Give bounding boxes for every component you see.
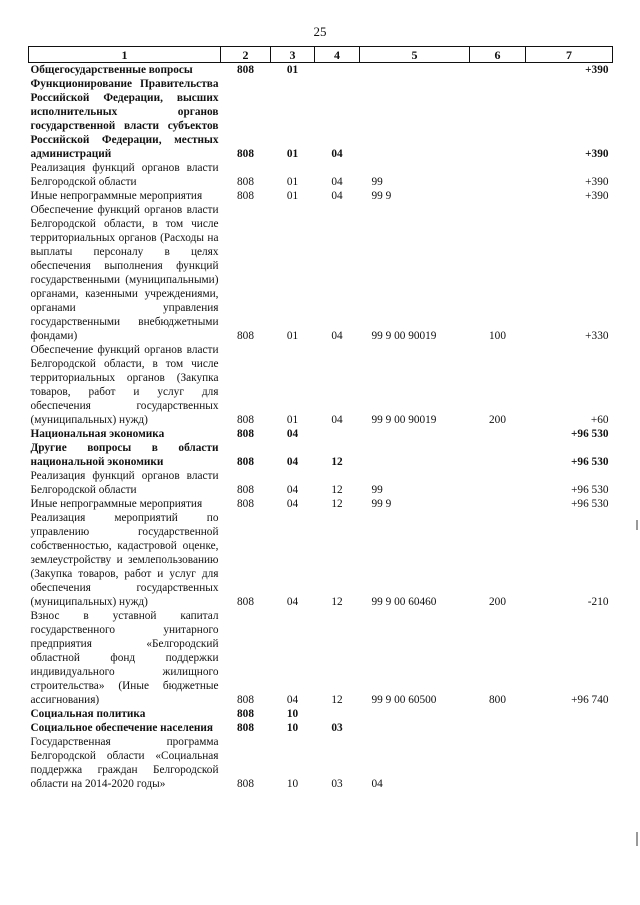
row-name-cell: Социальная политика <box>30 708 146 720</box>
row-name-cell: Функционирование Правительства Российской Федерации, высших исполнительных органов государственной власти субъектов Российской Федерации, местных администраций <box>30 78 219 160</box>
row-cell-c7 <box>526 735 613 791</box>
row-cell-c6 <box>470 707 526 721</box>
row-cell-c7: +96 530 <box>570 428 609 440</box>
row-cell-c6 <box>470 721 526 735</box>
row-name-cell: Реализация мероприятий по управлению государственной собственностью, кадастровой оценке, землеустройству и землепользованию (Закупка товаров, работ и услуг для обеспечения государственных (муниципальных) нужд) <box>30 512 219 608</box>
row-name-cell: Обеспечение функций органов власти Белгородской области, в том числе территориальных органов (Расходы на выплаты персоналу в целях обеспечения выполнения функций государственными (муниципальными) органами, казенными учреждениями, органами управления государственными внебюджетными фондами) <box>30 204 219 342</box>
row-cell-c2: 808 <box>237 456 254 468</box>
row-cell-c3: 04 <box>286 428 299 440</box>
table-row <box>29 721 613 735</box>
page-number: 25 <box>313 24 327 39</box>
row-cell-c5: 99 9 00 90019 <box>371 414 437 426</box>
row-cell-c5 <box>360 707 470 721</box>
row-cell-c7: +96 530 <box>570 456 609 468</box>
row-name-cell: Обеспечение функций органов власти Белгородской области, в том числе территориальных органов (Закупка товаров, работ и услуг для обеспечения государственных (муниципальных) нужд) <box>30 344 219 426</box>
row-cell-c3: 04 <box>286 456 299 468</box>
row-cell-c4: 12 <box>331 694 343 706</box>
table-row <box>29 427 613 441</box>
row-cell-c3: 10 <box>286 708 299 720</box>
row-cell-c7: +390 <box>585 176 609 188</box>
header-col-4: 4 <box>315 47 360 63</box>
row-cell-c5: 99 <box>371 484 383 496</box>
row-name-cell: Общегосударственные вопросы <box>30 64 193 76</box>
row-cell-c6 <box>470 735 526 791</box>
row-cell-c6 <box>470 63 526 78</box>
row-cell-c5 <box>360 77 470 161</box>
row-cell-c2: 808 <box>237 176 254 188</box>
table-row <box>29 511 613 609</box>
row-cell-c6: 200 <box>489 596 506 608</box>
row-cell-c6 <box>470 441 526 469</box>
table-row <box>29 735 613 791</box>
row-cell-c3: 01 <box>286 330 299 342</box>
row-cell-c4 <box>315 707 360 721</box>
row-cell-c2: 808 <box>237 330 254 342</box>
row-cell-c4: 03 <box>331 722 343 734</box>
row-cell-c7 <box>526 707 613 721</box>
table-row <box>29 161 613 189</box>
header-col-6: 6 <box>470 47 526 63</box>
row-cell-c3: 01 <box>286 148 299 160</box>
row-cell-c6 <box>470 497 526 511</box>
row-cell-c6: 100 <box>489 330 506 342</box>
row-cell-c2: 808 <box>237 722 254 734</box>
row-cell-c2: 808 <box>237 778 254 790</box>
row-cell-c3: 01 <box>286 190 299 202</box>
row-cell-c7: +96 530 <box>571 484 609 496</box>
row-cell-c2: 808 <box>237 498 254 510</box>
row-cell-c6: 800 <box>489 694 506 706</box>
row-cell-c6 <box>470 161 526 189</box>
table-row <box>29 497 613 511</box>
row-cell-c7: +96 530 <box>571 498 609 510</box>
table-row <box>29 469 613 497</box>
row-cell-c7: +330 <box>585 330 609 342</box>
row-cell-c4: 04 <box>331 176 343 188</box>
header-col-7: 7 <box>526 47 613 63</box>
row-cell-c5: 99 9 <box>371 190 392 202</box>
row-cell-c5: 99 9 00 60500 <box>371 694 437 706</box>
row-name-cell: Государственная программа Белгородской области «Социальная поддержка граждан Белгородской области на 2014-2020 годы» <box>30 736 219 790</box>
row-cell-c4: 12 <box>331 498 343 510</box>
table-row <box>29 77 613 161</box>
row-cell-c2: 808 <box>237 190 254 202</box>
row-cell-c2: 808 <box>237 148 254 160</box>
table-row <box>29 189 613 203</box>
row-cell-c4: 04 <box>331 414 343 426</box>
row-cell-c5 <box>360 441 470 469</box>
row-cell-c5 <box>360 63 470 78</box>
row-cell-c4: 12 <box>331 456 343 468</box>
row-cell-c6 <box>470 427 526 441</box>
table-row <box>29 63 613 78</box>
table-row <box>29 609 613 707</box>
row-cell-c7: +390 <box>585 148 609 160</box>
row-cell-c4: 03 <box>331 778 343 790</box>
row-cell-c5: 04 <box>371 778 383 790</box>
table-body <box>29 63 613 792</box>
row-cell-c5: 99 9 00 90019 <box>371 330 437 342</box>
row-cell-c4 <box>315 63 360 78</box>
row-cell-c7: +96 740 <box>571 694 609 706</box>
table-header-row <box>29 47 613 63</box>
row-cell-c6 <box>470 77 526 161</box>
row-cell-c2: 808 <box>237 694 254 706</box>
row-name-cell: Национальная экономика <box>30 428 165 440</box>
table-row <box>29 203 613 343</box>
row-cell-c3: 01 <box>286 176 299 188</box>
row-cell-c4 <box>315 427 360 441</box>
row-cell-c7: +60 <box>590 414 609 426</box>
row-cell-c3: 04 <box>286 694 299 706</box>
row-cell-c7: -210 <box>587 596 609 608</box>
row-cell-c5 <box>360 721 470 735</box>
table-row <box>29 707 613 721</box>
row-cell-c7: +390 <box>585 64 609 76</box>
row-cell-c3: 04 <box>286 596 299 608</box>
row-cell-c4: 12 <box>331 484 343 496</box>
row-name-cell: Взнос в уставной капитал государственного унитарного предприятия «Белгородский областной фонд поддержки индивидуального жилищного строительства» (Иные бюджетные ассигнования) <box>30 610 219 706</box>
row-cell-c5 <box>360 427 470 441</box>
row-cell-c2: 808 <box>237 64 254 76</box>
row-cell-c6 <box>470 469 526 497</box>
row-cell-c3: 01 <box>286 64 299 76</box>
scan-edge-mark <box>636 832 638 846</box>
row-cell-c5: 99 <box>371 176 383 188</box>
row-cell-c6 <box>470 189 526 203</box>
row-cell-c3: 01 <box>286 414 299 426</box>
row-name-cell: Иные непрограммные мероприятия <box>30 190 203 202</box>
row-cell-c4: 04 <box>331 190 343 202</box>
row-cell-c3: 04 <box>286 498 299 510</box>
header-col-5: 5 <box>360 47 470 63</box>
row-cell-c3: 10 <box>286 722 299 734</box>
row-cell-c7 <box>526 721 613 735</box>
row-name-cell: Другие вопросы в области национальной экономики <box>30 442 219 468</box>
row-cell-c2: 808 <box>237 596 254 608</box>
row-cell-c2: 808 <box>237 708 254 720</box>
scan-edge-mark <box>636 520 638 530</box>
table-row <box>29 343 613 427</box>
row-cell-c2: 808 <box>237 484 254 496</box>
row-cell-c5: 99 9 00 60460 <box>371 596 437 608</box>
row-name-cell: Социальное обеспечение населения <box>30 722 213 734</box>
row-cell-c4: 04 <box>331 148 343 160</box>
row-cell-c3: 04 <box>286 484 299 496</box>
row-name-cell: Иные непрограммные мероприятия <box>30 498 203 510</box>
header-col-1: 1 <box>29 47 221 63</box>
row-name-cell: Реализация функций органов власти Белгородской области <box>30 162 219 188</box>
row-name-cell: Реализация функций органов власти Белгородской области <box>30 470 219 496</box>
row-cell-c2: 808 <box>237 414 254 426</box>
row-cell-c6: 200 <box>489 414 506 426</box>
header-col-2: 2 <box>221 47 271 63</box>
row-cell-c3: 10 <box>286 778 299 790</box>
row-cell-c4: 12 <box>331 596 343 608</box>
row-cell-c7: +390 <box>585 190 609 202</box>
row-cell-c5: 99 9 <box>371 498 392 510</box>
budget-table <box>28 46 613 791</box>
header-col-3: 3 <box>271 47 315 63</box>
table-row <box>29 441 613 469</box>
row-cell-c2: 808 <box>237 428 254 440</box>
row-cell-c4: 04 <box>331 330 343 342</box>
